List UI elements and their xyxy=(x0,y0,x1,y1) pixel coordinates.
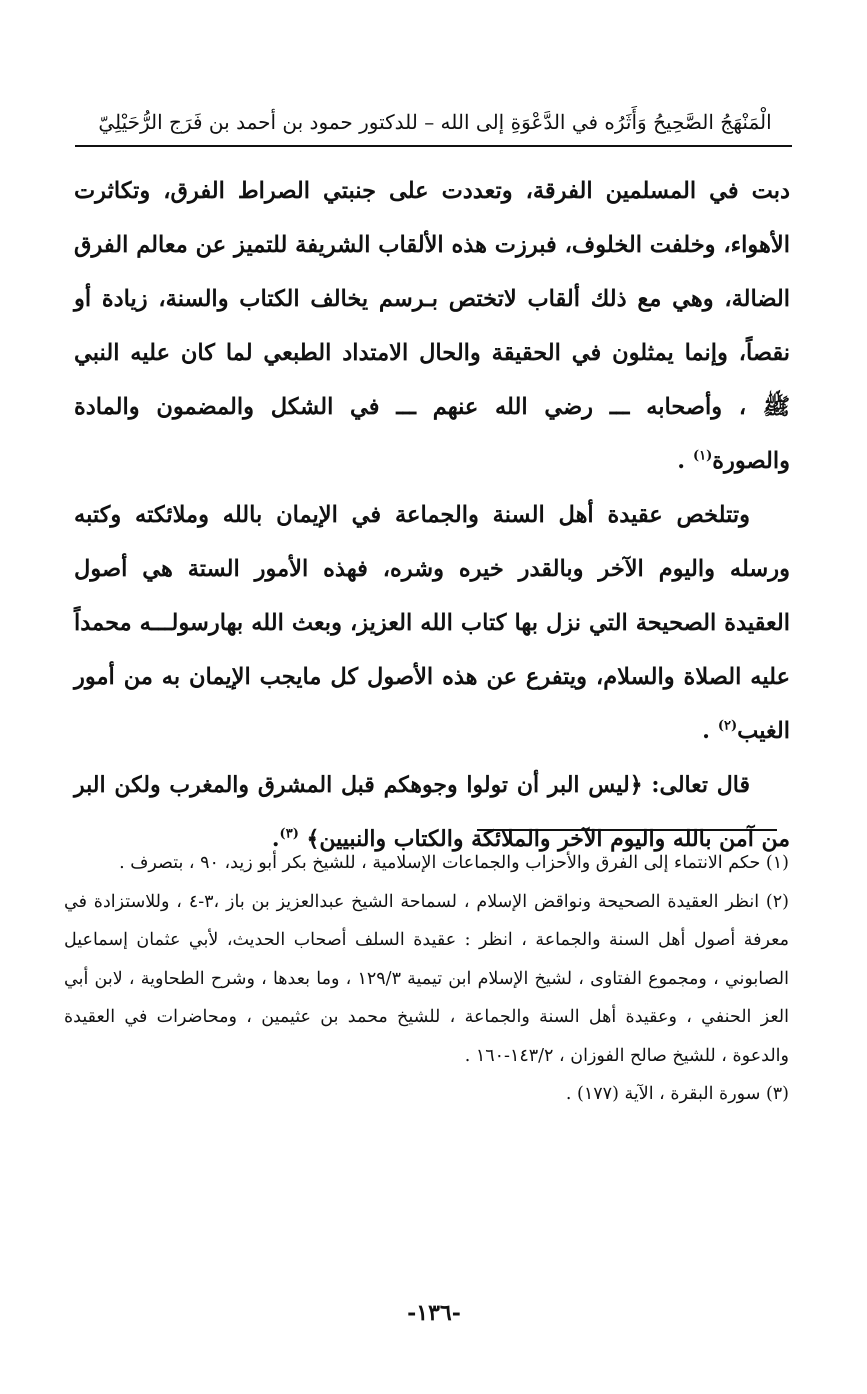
footnote-ref-1[interactable]: (١) xyxy=(692,448,713,464)
verse-end: . xyxy=(271,826,280,852)
page-number: -١٣٦- xyxy=(407,1300,461,1326)
paragraph-1-end: . xyxy=(677,448,693,474)
footnote-3: (٣) سورة البقرة ، الآية (١٧٧) . xyxy=(565,1084,789,1104)
paragraph-1 xyxy=(74,164,790,488)
running-header: الْمَنْهَجُ الصَّحِيحُ وَأَثَرُه في الدَّعْوَةِ إلى الله – للدكتور حمود بن أحمد بن فَرَج الرُّحَيْلِيّ xyxy=(98,110,772,134)
paragraph-1-text: دبت في المسلمين الفرقة، وتعددت على جنبتي الصراط الفرق، وتكاثرت الأهواء، وخلفت الخلوف، فبرزت هذه الألقاب الشريفة للتميز عن معالم الفرق الضالة، وهي مع ذلك ألقاب لاتختص بـرسم يخالف الكتاب والسنة، زيادة أو نقصاً، وإنما يمثلون في الحقيقة والحال الامتداد الطبعي لما كان عليه النبي ﷺ ، وأصحابه ـــ رضي الله عنهم ـــ في الشكل والمضمون والمادة والصورة xyxy=(74,178,791,474)
footnotes xyxy=(64,844,789,1114)
paragraph-2-end: . xyxy=(702,718,718,744)
footnote-ref-2[interactable]: (٢) xyxy=(717,718,738,734)
footnote-2: (٢) انظر العقيدة الصحيحة ونواقض الإسلام ، لسماحة الشيخ عبدالعزيز بن باز ،٣-٤ ، وللاستزادة في معرفة أصول أهل السنة والجماعة ، انظر : عقيدة السلف أصحاب الحديث، لأبي عثمان إسماعيل الصابوني ، ومجموع الفتاوى ، لشيخ الإسلام ابن تيمية ١٢٩/٣ ، وما بعدها ، وشرح الطحاوية ، لابن أبي العز الحنفي ، وعقيدة أهل السنة والجماعة ، للشيخ محمد بن عثيمين ، ومحاضرات في العقيدة والدعوة ، للشيخ صالح الفوزان ، ١٤٣/٢-١٦٠ . xyxy=(64,891,790,1066)
verse-intro: قال تعالى: xyxy=(642,772,750,798)
header-rule xyxy=(75,145,792,147)
paragraph-2-text: وتتلخص عقيدة أهل السنة والجماعة في الإيمان بالله وملائكته وكتبه ورسله واليوم الآخر وبالقدر خيره وشره، فهذه الأمور الستة هي أصول العقيدة الصحيحة التي نزل بها كتاب الله العزيز، وبعث الله بهارسولـــه محمداً عليه الصلاة والسلام، ويتفرع عن هذه الأصول كل مايجب الإيمان به من أمور الغيب xyxy=(74,502,790,744)
footnote-ref-3[interactable]: (٣) xyxy=(279,826,299,842)
footnote-1: (١) حكم الانتماء إلى الفرق والأحزاب والجماعات الإسلامية ، للشيخ بكر أبو زيد، ٩٠ ، بتصرف . xyxy=(119,853,789,873)
main-text xyxy=(74,164,790,866)
footnote-separator xyxy=(477,829,777,831)
quran-verse: ﴿ليس البر أن تولوا وجوهكم قبل المشرق والمغرب ولكن البر من آمن بالله واليوم الآخر والملائكة والكتاب والنبيين﴾ xyxy=(74,772,790,852)
paragraph-2 xyxy=(74,488,790,758)
